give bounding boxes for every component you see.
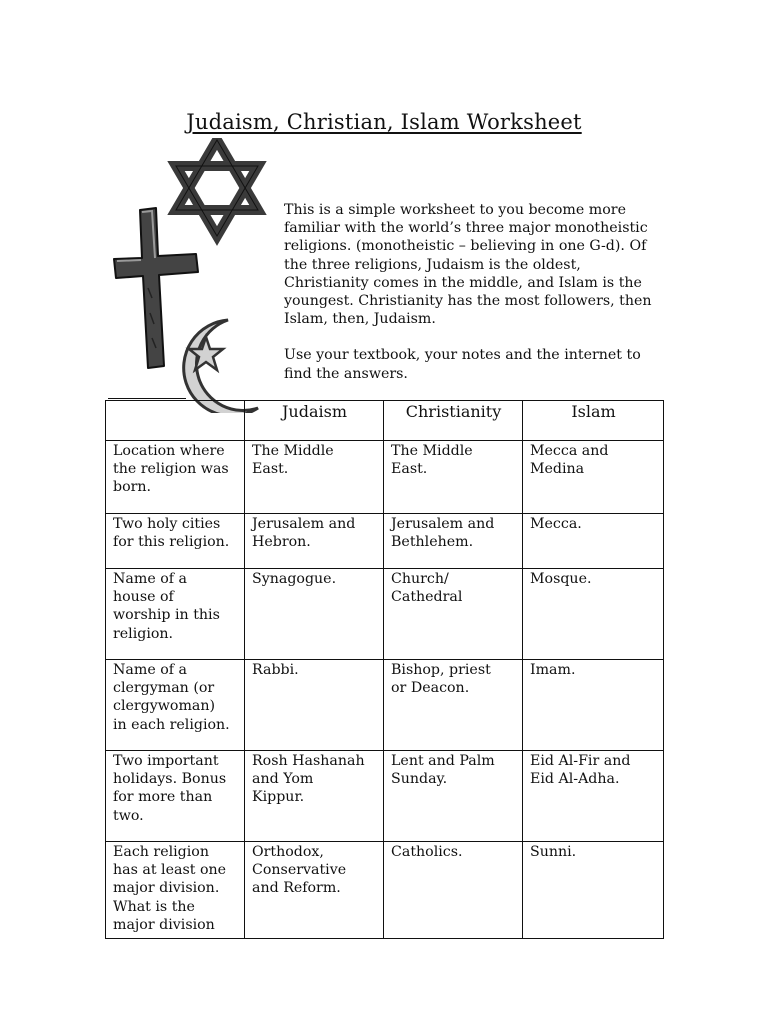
- question-cell: Name of a clergyman (or clergywoman) in each religion.: [106, 660, 245, 751]
- table-row: [106, 842, 664, 939]
- question-cell: Two important holidays. Bonus for more than two.: [106, 751, 245, 842]
- star-of-david-icon: [176, 140, 258, 236]
- table-row: [106, 441, 664, 514]
- answer-cell: Mosque.: [523, 569, 664, 660]
- answer-cell: Lent and Palm Sunday.: [384, 751, 523, 842]
- answer-cell: The Middle East.: [245, 441, 384, 514]
- page-title: Judaism, Christian, Islam Worksheet: [186, 110, 582, 134]
- table-row: [106, 569, 664, 660]
- header-christianity: Christianity: [384, 401, 523, 441]
- question-cell: Location where the religion was born.: [106, 441, 245, 514]
- question-cell: Name of a house of worship in this religion.: [106, 569, 245, 660]
- answer-cell: Rosh Hashanah and Yom Kippur.: [245, 751, 384, 842]
- answer-cell: Imam.: [523, 660, 664, 751]
- header-blank: [106, 401, 245, 441]
- table-header-row: [106, 401, 664, 441]
- intro-paragraph: This is a simple worksheet to you become more familiar with the world’s three major monotheistic religions. (monotheistic – believing in one G-d). Of the three religions, Judaism is the oldest, Christianity comes in the middle, and Islam is the youngest. Christianity has the most followers, then Islam, then, Judaism.: [284, 202, 652, 328]
- table-row: [106, 514, 664, 569]
- answer-cell: Sunni.: [523, 842, 664, 939]
- answer-cell: The Middle East.: [384, 441, 523, 514]
- answer-cell: Mecca and Medina: [523, 441, 664, 514]
- header-islam: Islam: [523, 401, 664, 441]
- answer-cell: Mecca.: [523, 514, 664, 569]
- question-cell: Each religion has at least one major division. What is the major division: [106, 842, 245, 939]
- answer-cell: Rabbi.: [245, 660, 384, 751]
- religious-symbols: [108, 138, 280, 413]
- divider: [108, 398, 186, 399]
- question-cell: Two holy cities for this religion.: [106, 514, 245, 569]
- instructions-paragraph: Use your textbook, your notes and the internet to find the answers.: [284, 347, 641, 382]
- comparison-table: [105, 400, 664, 939]
- answer-cell: Synagogue.: [245, 569, 384, 660]
- answer-cell: Church/ Cathedral: [384, 569, 523, 660]
- answer-cell: Jerusalem and Hebron.: [245, 514, 384, 569]
- answer-cell: Bishop, priest or Deacon.: [384, 660, 523, 751]
- header-judaism: Judaism: [245, 401, 384, 441]
- table-row: [106, 751, 664, 842]
- answer-cell: Eid Al-Fir and Eid Al-Adha.: [523, 751, 664, 842]
- answer-cell: Orthodox, Conservative and Reform.: [245, 842, 384, 939]
- answer-cell: Catholics.: [384, 842, 523, 939]
- cross-icon: [114, 208, 198, 368]
- table-row: [106, 660, 664, 751]
- answer-cell: Jerusalem and Bethlehem.: [384, 514, 523, 569]
- intro-text: [284, 201, 662, 383]
